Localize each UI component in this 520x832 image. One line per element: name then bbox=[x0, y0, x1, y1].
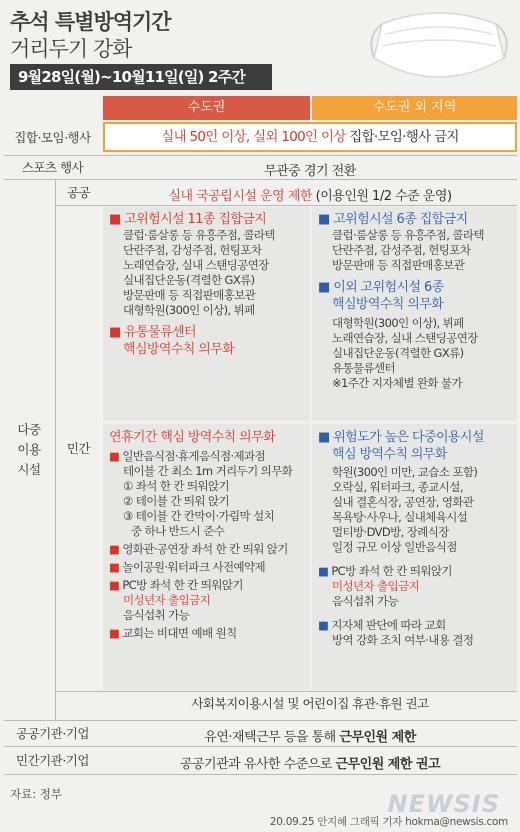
public-org-rule: 유연·재택근무 등을 통해 근무인원 제한 bbox=[204, 730, 416, 745]
nonmetro-h1-line: 단란주점, 감성주점, 헌팅포차 bbox=[332, 243, 471, 257]
metro-h1-line: 대형학원(300인 이상), 뷔페 bbox=[123, 303, 255, 317]
credit-line: 20.09.25 안지혜 그래픽 기자 hokma@newsis.com bbox=[269, 816, 508, 828]
sports-rule: 무관중 경기 전환 bbox=[264, 164, 356, 179]
blue-square-bullet: ■ bbox=[318, 212, 334, 227]
red-square-bullet: ■ bbox=[109, 560, 123, 574]
metro-holiday-rules-panel: 연휴기간 핵심 방역수칙 의무화 ■ 일반음식점·휴게음식점·제과점 테이블 간 최소 1m 거리두기 의무화 ① 좌석 한 칸 띄워앉기 ② 테이블 간 띄워 앉기 ③ 테이블 간 칸막이·가림막 설치 중 하나 반드시 준수 ■ 영화관·공연장 좌석 한 칸 띄워 앉기 ■ 놀이공원·워터파크 사전예약제 ■ PC방 좌석 한 칸 띄워앉기 미성년자 출입금지 음식섭취 가능 ■ 교회는 비대면 예배 원칙 bbox=[103, 424, 310, 690]
blue-square-bullet: ■ bbox=[318, 280, 334, 295]
red-square-bullet: ■ bbox=[109, 212, 125, 227]
nonmetro-h2-line: 노래연습장, 실내 스탠딩공연장 bbox=[332, 331, 478, 345]
period-banner: 9월28일(월)~10월11일(일) 2주간 bbox=[10, 64, 272, 90]
red-square-bullet: ■ bbox=[109, 578, 123, 592]
gathering-black-text: 집합·모임·행사 금지 bbox=[349, 129, 459, 145]
nonmetro-h2-line: ※1주간 지자체별 완화 불가 bbox=[332, 376, 463, 390]
nonmetro-h2-line: 대형학원(300인 이상), 뷔페 bbox=[332, 316, 464, 330]
nonmetro-h1-line: 클럽·룸살롱 등 유흥주점, 콜라텍 bbox=[332, 228, 484, 242]
blue-square-bullet: ■ bbox=[318, 430, 334, 445]
face-mask-icon bbox=[364, 0, 514, 96]
nonmetro-h2-line: 실내집단운동(격렬한 GX류) bbox=[332, 346, 464, 360]
page-subtitle: 거리두기 강화 bbox=[10, 37, 132, 61]
nonmetro-high-risk-panel: ■ 고위험시설 6종 집합금지 클럽·룸살롱 등 유흥주점, 콜라텍 단란주점, 감성주점, 헌팅포차 방문판매 등 직접판매홍보관 ■ 이외 고위험시설 6종 핵심방역수칙 의무화 대형학원(300인 이상), 뷔페 노래연습장, 실내 스탠딩공연장 실내집단운동(격렬한 GX류) 유통물류센터 ※1주간 지자체별 완화 불가 bbox=[312, 207, 517, 421]
row-label-sports: 스포츠 행사 bbox=[21, 160, 84, 175]
red-square-bullet: ■ bbox=[109, 325, 125, 340]
gathering-red-text: 실내 50인 이상, 실외 100인 이상 bbox=[161, 129, 346, 145]
row-label-private-org: 민간기관·기업 bbox=[16, 753, 89, 768]
nonmetro-h2-line: 유통물류센터 bbox=[332, 361, 396, 375]
red-square-bullet: ■ bbox=[109, 626, 123, 640]
gathering-rule bbox=[103, 122, 517, 152]
blue-square-bullet: ■ bbox=[318, 564, 332, 578]
row-label-public-org: 공공기관·기업 bbox=[16, 726, 89, 741]
metro-h1-line: 방문판매 등 직접판매홍보관 bbox=[123, 288, 256, 302]
blue-square-bullet: ■ bbox=[318, 618, 332, 632]
nonmetro-h1-line: 방문판매 등 직접판매홍보관 bbox=[332, 258, 465, 272]
nonmetro-holiday-rules-panel: ■ 위험도가 높은 다중이용시설 핵심 방역수칙 의무화 학원(300인 미만, 교습소 포함) 오락실, 워터파크, 종교시설, 실내 결혼식장, 공연장, 영화관 목욕탕·사우나, 실내체육시설 멀티방·DVD방, 장례식장 일정 규모 이상 일반음식점 ■ PC방 좌석 한 칸 띄워앉기 미성년자 출입금지 음식섭취 가능 ■ 지자체 판단에 따라 교회 방역 강화 조치 여부·내용 결정 bbox=[312, 424, 517, 690]
public-rule: 실내 국공립시설 운영 제한 (이용인원 1/2 수준 운영) bbox=[168, 189, 452, 204]
column-header-metro: 수도권 bbox=[103, 96, 310, 120]
row-label-multi-use: 다중 이용 시설 bbox=[17, 422, 41, 477]
metro-h1-line: 실내집단운동(격렬한 GX류) bbox=[123, 273, 255, 287]
metro-high-risk-panel: ■ 고위험시설 11종 집합금지 클럽·룸살롱 등 유흥주점, 콜라텍 단란주점, 감성주점, 헌팅포차 노래연습장, 실내 스탠딩공연장 실내집단운동(격렬한 GX류) 방문판매 등 직접판매홍보관 대형학원(300인 이상), 뷔페 ■ 유통물류센터 핵심방역수칙 의무화 bbox=[103, 207, 310, 421]
row-label-private: 민간 bbox=[66, 441, 91, 456]
column-header-nonmetro: 수도권 외 지역 bbox=[312, 96, 517, 120]
private-org-rule: 공공기관과 유사한 수준으로 근무인원 제한 권고 bbox=[179, 757, 441, 772]
page-title: 추석 특별방역기간 bbox=[10, 10, 171, 34]
row-label-public: 공공 bbox=[66, 185, 91, 200]
metro-h1-line: 클럽·룸살롱 등 유흥주점, 콜라텍 bbox=[123, 228, 275, 242]
metro-h1-line: 단란주점, 감성주점, 헌팅포차 bbox=[123, 243, 262, 257]
red-square-bullet: ■ bbox=[109, 542, 123, 556]
welfare-rule: 사회복지이용시설 및 어린이집 휴관·휴원 권고 bbox=[191, 696, 429, 711]
newsis-watermark: NEWSIS bbox=[387, 790, 500, 818]
metro-h1-line: 노래연습장, 실내 스탠딩공연장 bbox=[123, 258, 269, 272]
source-note: 자료: 정부 bbox=[10, 787, 62, 801]
row-label-gathering: 집합·모임·행사 bbox=[14, 130, 91, 145]
red-square-bullet: ■ bbox=[109, 449, 123, 463]
